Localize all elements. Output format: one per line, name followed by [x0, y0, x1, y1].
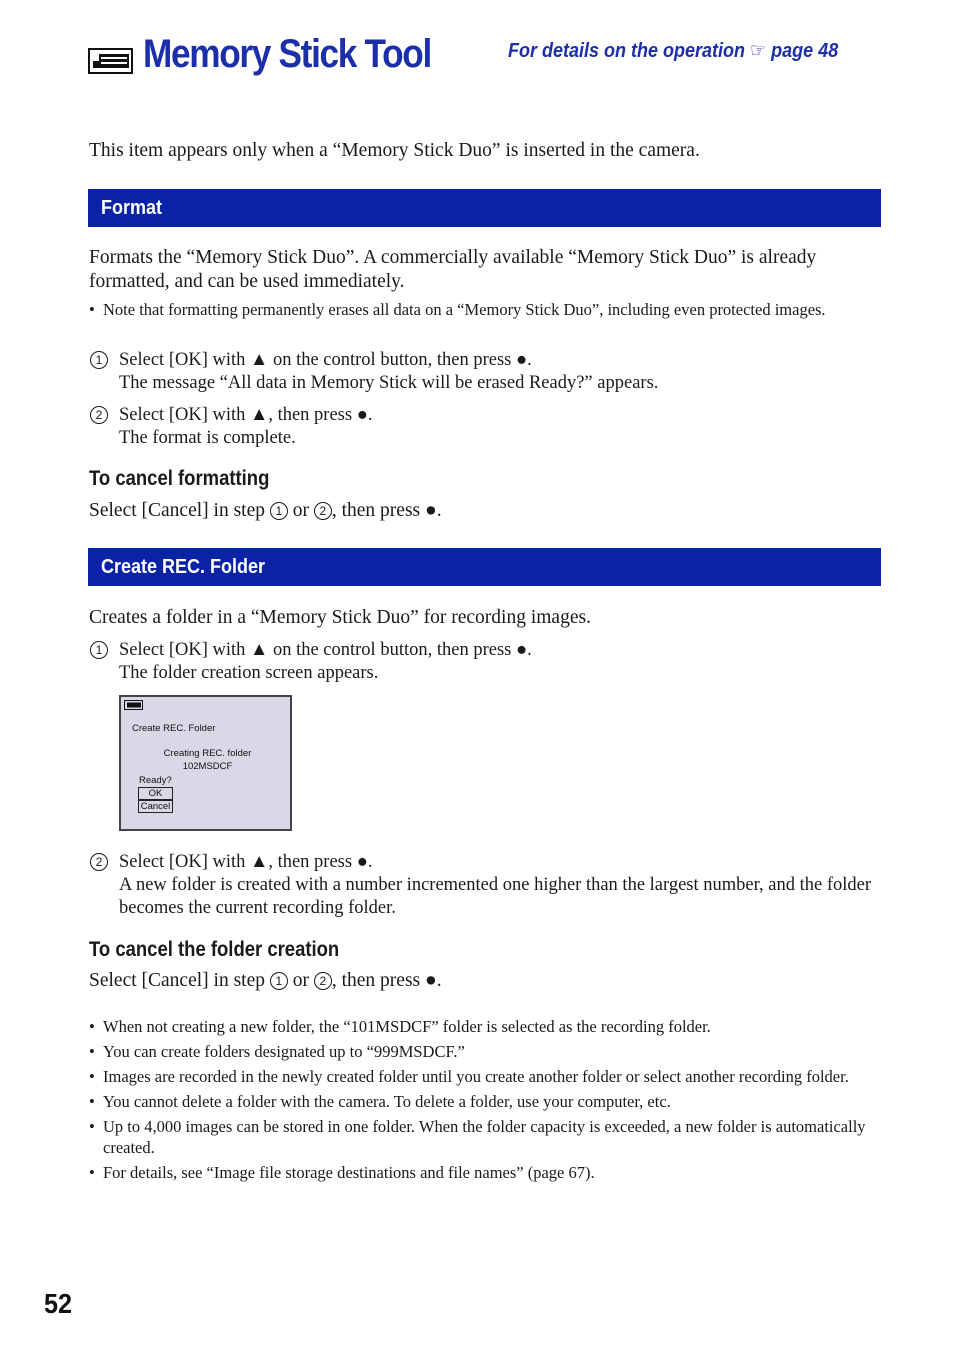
step-result: The format is complete. [119, 428, 296, 448]
format-note-text: Note that formatting permanently erases all data on a “Memory Stick Duo”, including even protected images. [103, 300, 826, 319]
folder-creation-screen [119, 695, 292, 831]
operation-reference-link[interactable] [508, 38, 838, 63]
step-instruction: Select [OK] with ▲, then press ●. [119, 852, 373, 872]
screen-cancel-option[interactable]: Cancel [138, 800, 173, 813]
notes-list [89, 1016, 881, 1187]
step-number: 1 [90, 641, 108, 659]
step-instruction: Select [OK] with ▲, then press ●. [119, 405, 373, 425]
memory-stick-tool-icon [88, 48, 133, 74]
intro-text: This item appears only when a “Memory Stick Duo” is inserted in the camera. [89, 140, 700, 161]
step-result: The folder creation screen appears. [119, 663, 379, 683]
format-section-header [88, 189, 881, 227]
list-item: • You cannot delete a folder with the camera. To delete a folder, use your computer, etc. [89, 1091, 881, 1112]
screen-ok-option[interactable]: OK [138, 787, 173, 800]
cancel-formatting-heading: To cancel formatting [89, 467, 270, 490]
step-result: The message “All data in Memory Stick will be erased Ready?” appears. [119, 373, 659, 393]
screen-folder-name: 102MSDCF [182, 761, 233, 772]
create-folder-section-header [88, 548, 881, 586]
screen-title: Create REC. Folder [132, 723, 216, 734]
create-folder-heading: Create REC. Folder [101, 556, 266, 578]
step-ref-2: 2 [314, 972, 332, 990]
format-step-2 [89, 404, 881, 450]
pointing-hand-icon: ☞ [750, 40, 767, 62]
step-instruction: Select [OK] with ▲ on the control button, then press ●. [119, 350, 532, 370]
format-heading: Format [101, 197, 163, 219]
step-ref-2: 2 [314, 502, 332, 520]
create-folder-step-1 [89, 639, 881, 685]
screen-creating-text: Creating REC. folder [163, 748, 252, 759]
list-item: • You can create folders designated up to “999MSDCF.” [89, 1041, 881, 1062]
step-ref-1: 1 [270, 972, 288, 990]
cancel-formatting-text: Select [Cancel] in step 1 or 2 , then press ●. [89, 500, 442, 521]
create-folder-step-2 [89, 851, 881, 920]
format-description: Formats the “Memory Stick Duo”. A commercially available “Memory Stick Duo” is already formatted, and can be used immediately. [89, 247, 817, 292]
cancel-folder-heading: To cancel the folder creation [89, 938, 340, 961]
cancel-folder-text: Select [Cancel] in step 1 or 2 , then press ●. [89, 970, 442, 991]
page-number: 52 [44, 1288, 73, 1319]
step-ref-1: 1 [270, 502, 288, 520]
list-item: • Images are recorded in the newly created folder until you create another folder or select another recording folder. [89, 1066, 881, 1087]
operation-ref-page: page 48 [771, 40, 839, 62]
step-number: 2 [90, 853, 108, 871]
format-step-1 [89, 349, 881, 395]
list-item: • When not creating a new folder, the “101MSDCF” folder is selected as the recording folder. [89, 1016, 881, 1037]
format-note: • Note that formatting permanently erases all data on a “Memory Stick Duo”, including even protected images. [89, 300, 826, 319]
screen-ready-prompt: Ready? [139, 775, 172, 786]
step-result: A new folder is created with a number incremented one higher than the largest number, and the folder becomes the current recording folder. [119, 875, 872, 918]
page-title: Memory Stick Tool [143, 32, 431, 76]
list-item: • For details, see “Image file storage destinations and file names” (page 67). [89, 1162, 881, 1183]
step-number: 2 [90, 406, 108, 424]
step-instruction: Select [OK] with ▲ on the control button, then press ●. [119, 640, 532, 660]
memory-stick-icon [124, 700, 143, 710]
step-number: 1 [90, 351, 108, 369]
list-item: • Up to 4,000 images can be stored in one folder. When the folder capacity is exceeded, a new folder is automatically created. [89, 1116, 881, 1158]
create-folder-description: Creates a folder in a “Memory Stick Duo” for recording images. [89, 607, 591, 628]
operation-ref-prefix: For details on the operation [508, 40, 746, 62]
